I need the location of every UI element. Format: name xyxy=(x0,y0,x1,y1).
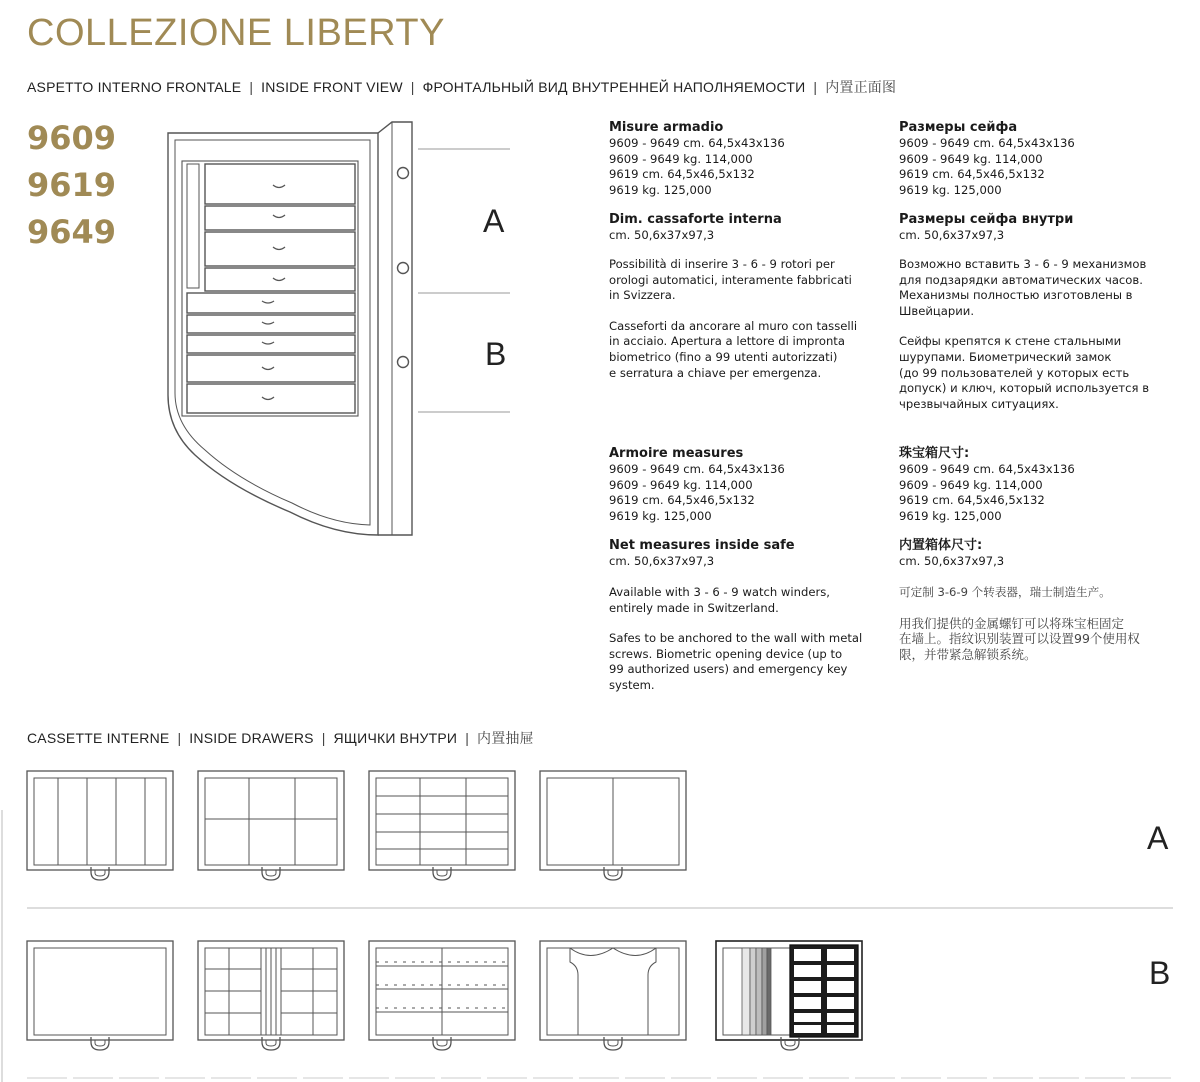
spec-line: 9619 cm. 64,5x46,5x132 xyxy=(899,493,1045,508)
front-view-heading-cn: 内置正面图 xyxy=(825,79,897,95)
drawers-heading-en: INSIDE DRAWERS xyxy=(189,730,314,746)
spec-en-inside-title: Net measures inside safe xyxy=(609,538,795,554)
spec-text-line: e serratura a chiave per emergenza. xyxy=(609,365,822,380)
model-number: 9619 xyxy=(27,166,117,204)
spec-text-line: для подзарядки автоматических часов. xyxy=(899,272,1143,287)
drawer-b1 xyxy=(27,941,173,1050)
spec-line: 9619 cm. 64,5x46,5x132 xyxy=(609,493,755,508)
front-view-heading-it: ASPETTO INTERNO FRONTALE xyxy=(27,79,242,95)
drawer-b2 xyxy=(198,941,344,1050)
spec-text-line: Механизмы полностью изготовлены в xyxy=(899,288,1133,303)
spec-text-line: Швейцарии. xyxy=(899,303,975,318)
front-view-heading: ASPETTO INTERNO FRONTALE | INSIDE FRONT VIEW | ФРОНТАЛЬНЫЙ ВИД ВНУТРЕННЕЙ НАПОЛНЯЕМОСТИ | 内置正面图 xyxy=(27,79,897,95)
spec-line: 9619 cm. 64,5x46,5x132 xyxy=(899,167,1045,182)
spec-text-line: entirely made in Switzerland. xyxy=(609,600,779,615)
spec-en-armoire-title: Armoire measures xyxy=(609,446,744,461)
spec-ru-inside-title: Размеры сейфа внутри xyxy=(899,212,1074,228)
spec-line: 9609 - 9649 cm. 64,5x43x136 xyxy=(899,136,1075,150)
spec-line: 9609 - 9649 cm. 64,5x43x136 xyxy=(609,462,785,476)
spec-text-line: Casseforti da ancorare al muro con tasselli xyxy=(609,318,858,333)
drawers-heading-cn: 内置抽屉 xyxy=(477,730,534,746)
spec-line: 9609 - 9649 kg. 114,000 xyxy=(899,151,1043,166)
spec-cn-armoire-title: 珠宝箱尺寸: xyxy=(899,446,970,461)
spec-text-line: in acciaio. Apertura a lettore di impronta xyxy=(609,334,845,349)
spec-line: cm. 50,6x37x97,3 xyxy=(899,228,1005,243)
spec-it-inside-title: Dim. cassaforte interna xyxy=(609,212,782,228)
spec-text-line: чрезвычайных ситуациях. xyxy=(899,396,1059,411)
drawer-a2 xyxy=(198,771,344,880)
spec-line: 9609 - 9649 kg. 114,000 xyxy=(609,151,753,166)
spec-text-line: (до 99 пользователей у которых есть xyxy=(899,365,1130,380)
spec-line: cm. 50,6x37x97,3 xyxy=(899,554,1005,569)
spec-line: 9619 kg. 125,000 xyxy=(899,182,1002,197)
spec-text-line: biometrico (fino a 99 utenti autorizzati) xyxy=(609,349,838,364)
spec-text-line: orologi automatici, interamente fabbricati xyxy=(609,272,852,287)
spec-line: 9609 - 9649 kg. 114,000 xyxy=(609,477,753,492)
spec-line: 9619 cm. 64,5x46,5x132 xyxy=(609,167,755,182)
spec-text-line: шурупами. Биометрический замок xyxy=(899,349,1112,364)
spec-text-line: screws. Biometric opening device (up to xyxy=(609,646,843,661)
drawers-heading-it: CASSETTE INTERNE xyxy=(27,730,170,746)
spec-text-line: 可定制 3-6-9 个转表器，瑞士制造生产。 xyxy=(899,584,1111,599)
spec-line: cm. 50,6x37x97,3 xyxy=(609,554,715,569)
spec-ru-armoire-title: Размеры сейфа xyxy=(899,120,1018,135)
spec-line: 9619 kg. 125,000 xyxy=(609,182,712,197)
drawer-b3 xyxy=(369,941,515,1050)
section-label-b: B xyxy=(485,336,507,372)
spec-it-armoire-title: Misure armadio xyxy=(609,120,724,135)
spec-line: 9609 - 9649 kg. 114,000 xyxy=(899,477,1043,492)
spec-text-line: Возможно вставить 3 - 6 - 9 механизмов xyxy=(899,256,1147,271)
spec-text-line: 限，并带紧急解锁系统。 xyxy=(899,646,1037,662)
spec-text-line: system. xyxy=(609,677,655,692)
spec-text-line: Available with 3 - 6 - 9 watch winders, xyxy=(609,584,830,599)
spec-line: 9619 kg. 125,000 xyxy=(899,508,1002,523)
spec-line: cm. 50,6x37x97,3 xyxy=(609,228,715,243)
drawer-row-label-a: A xyxy=(1147,820,1169,856)
spec-text-line: 在墙上。指纹识别装置可以设置99个使用权 xyxy=(899,631,1140,647)
spec-text-line: допуск) и ключ, который используется в xyxy=(899,381,1150,396)
model-number: 9649 xyxy=(27,213,117,251)
section-label-a: A xyxy=(483,203,505,239)
spec-text-line: Possibilità di inserire 3 - 6 - 9 rotori per xyxy=(609,256,835,271)
spec-line: 9609 - 9649 cm. 64,5x43x136 xyxy=(609,136,785,150)
front-view-heading-ru: ФРОНТАЛЬНЫЙ ВИД ВНУТРЕННЕЙ НАПОЛНЯЕМОСТИ xyxy=(422,79,806,95)
front-view-heading-en: INSIDE FRONT VIEW xyxy=(261,79,403,95)
drawer-b5 xyxy=(716,941,862,1050)
spec-text-line: 用我们提供的金属螺钉可以将珠宝柜固定 xyxy=(899,615,1125,631)
drawer-b4 xyxy=(540,941,686,1050)
drawer-a1 xyxy=(27,771,173,880)
spec-cn-inside-title: 内置箱体尺寸: xyxy=(899,538,983,554)
spec-text-line: in Svizzera. xyxy=(609,288,676,303)
model-number: 9609 xyxy=(27,119,117,157)
page-title: COLLEZIONE LIBERTY xyxy=(27,12,445,54)
drawer-row-label-b: B xyxy=(1149,955,1171,991)
drawers-heading-ru: ЯЩИЧКИ ВНУТРИ xyxy=(333,730,458,746)
drawers-heading: CASSETTE INTERNE | INSIDE DRAWERS | ЯЩИЧКИ ВНУТРИ | 内置抽屉 xyxy=(27,730,534,746)
spec-line: 9619 kg. 125,000 xyxy=(609,508,712,523)
spec-text-line: Safes to be anchored to the wall with metal xyxy=(609,631,863,646)
spec-line: 9609 - 9649 cm. 64,5x43x136 xyxy=(899,462,1075,476)
drawer-a4 xyxy=(540,771,686,880)
spec-text-line: 99 authorized users) and emergency key xyxy=(609,662,848,677)
spec-text-line: Сейфы крепятся к стене стальными xyxy=(899,334,1122,349)
drawer-a3 xyxy=(369,771,515,880)
